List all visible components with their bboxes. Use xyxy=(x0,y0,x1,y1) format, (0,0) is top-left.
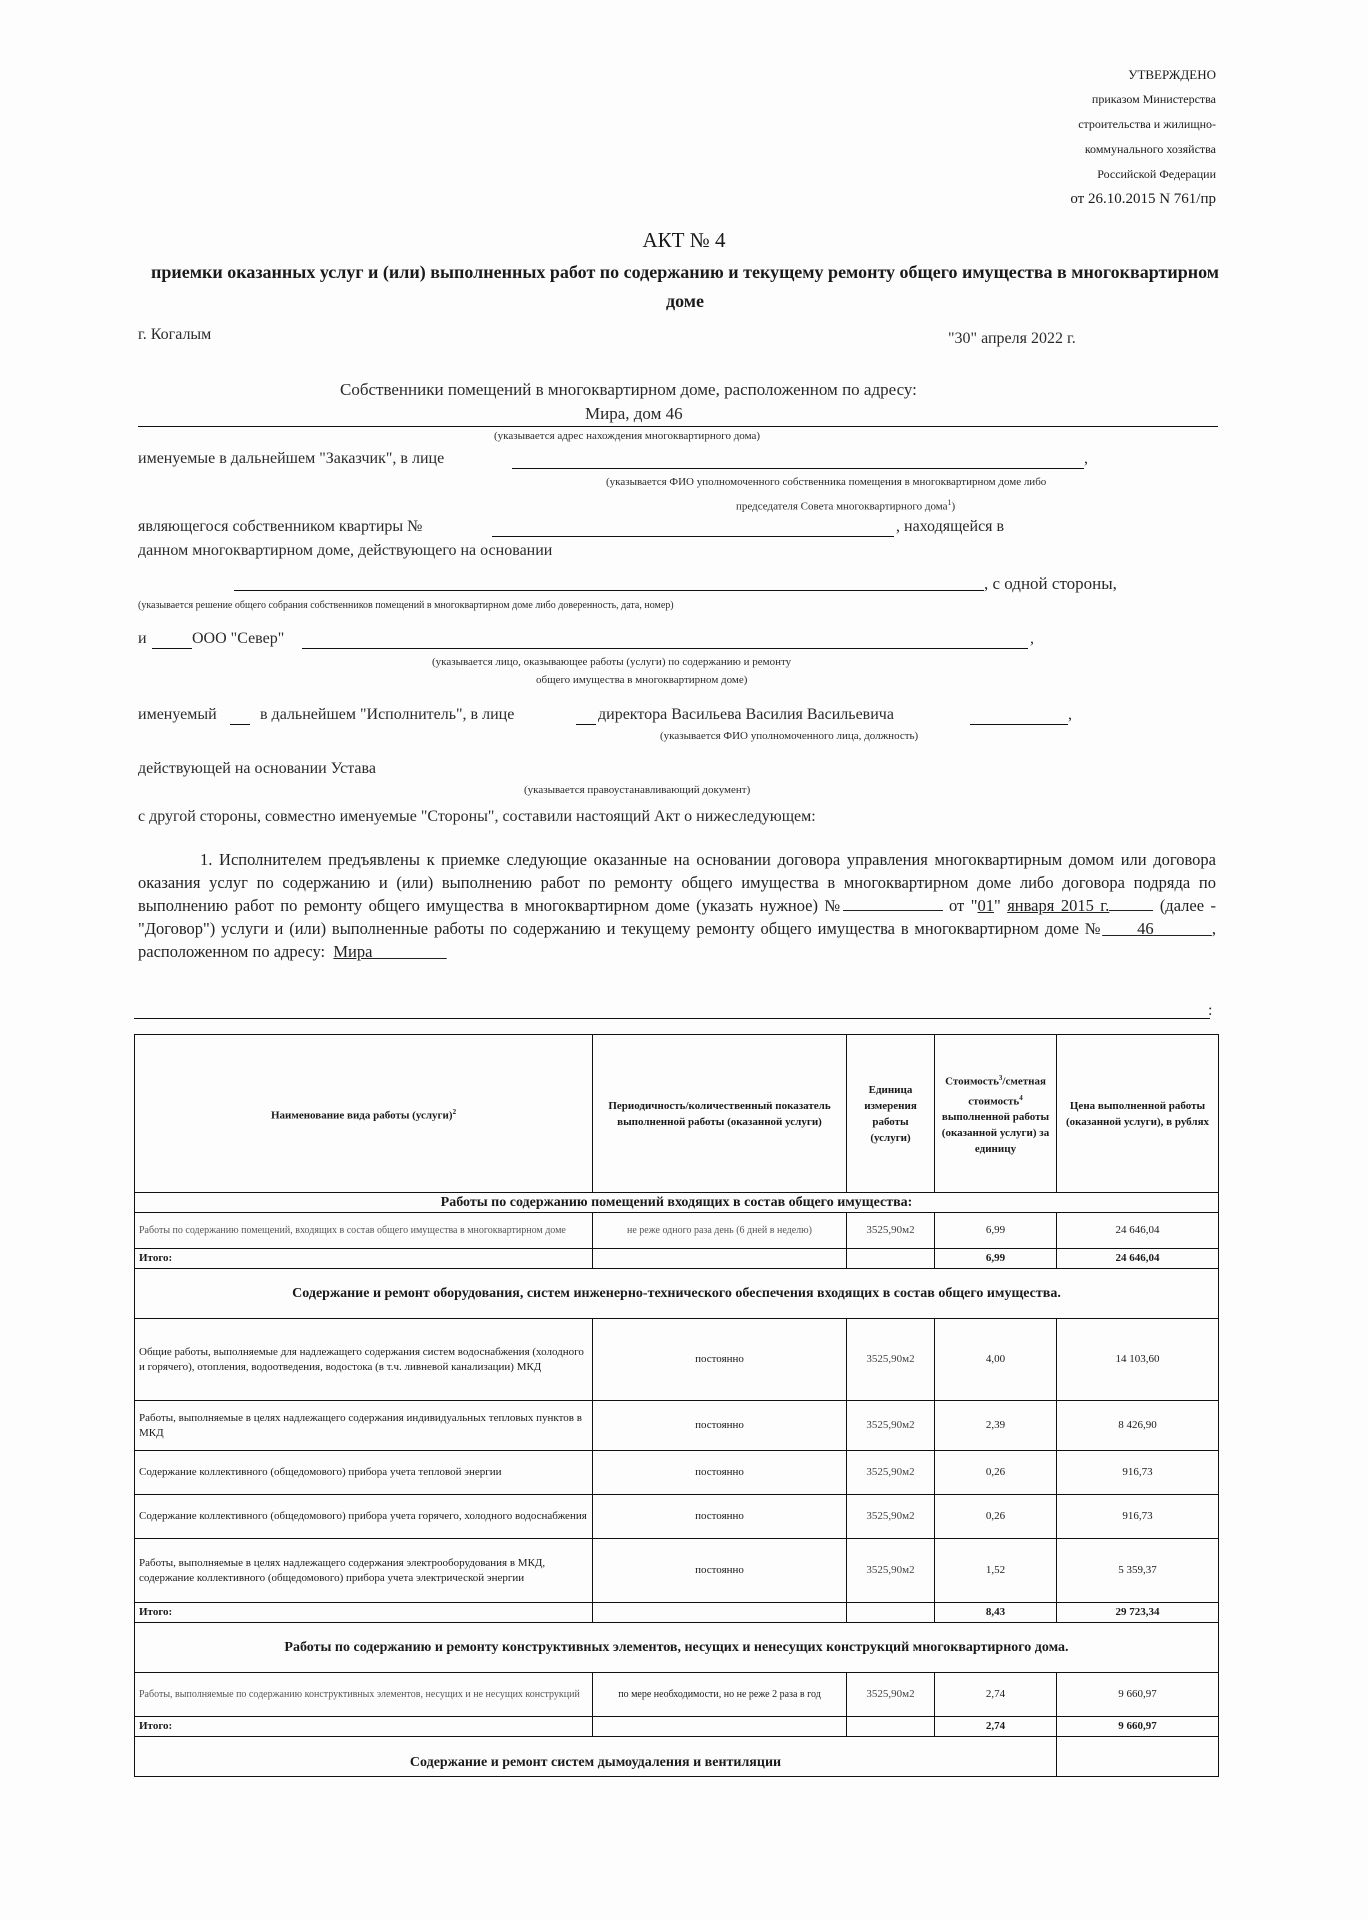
row-unit: 3525,90м2 xyxy=(847,1673,935,1717)
address-continuation-line xyxy=(134,1018,1210,1019)
row-cost: 2,74 xyxy=(935,1673,1057,1717)
row-price: 9 660,97 xyxy=(1057,1673,1219,1717)
row-cost: 0,26 xyxy=(935,1495,1057,1539)
total-label: Итого: xyxy=(135,1717,593,1737)
customer-caption-2-end: ) xyxy=(951,500,956,513)
total-row xyxy=(135,1717,1219,1737)
row-price: 24 646,04 xyxy=(1057,1213,1219,1249)
approved-line: приказом Министерства xyxy=(1091,92,1216,106)
row-name: Работы, выполняемые по содержанию конструктивных элементов, несущих и не несущих конструкций xyxy=(135,1673,593,1717)
contract-month: января 2015 г. xyxy=(1007,896,1110,915)
contractor-caption-1: (указывается лицо, оказывающее работы (услуги) по содержанию и ремонту xyxy=(432,656,792,668)
section-row xyxy=(135,1623,1219,1673)
row-unit: 3525,90м2 xyxy=(847,1213,935,1249)
approved-order: от 26.10.2015 N 761/пр xyxy=(1070,191,1216,207)
act-date: "30" апреля 2022 г. xyxy=(948,330,1076,347)
row-cost: 0,26 xyxy=(935,1451,1057,1495)
contractor-pre-underline xyxy=(152,648,192,649)
contract-number-blank xyxy=(843,894,943,911)
row-period: постоянно xyxy=(593,1451,847,1495)
and-text: и xyxy=(138,630,147,647)
address-caption: (указывается адрес нахождения многоквартирного дома) xyxy=(494,430,761,442)
row-price: 14 103,60 xyxy=(1057,1319,1219,1401)
clause-1-rest: (далее - "Договор") услуги и (или) выполненные работы по содержанию и текущему ремонту общего имущества в многоквартирном доме № xyxy=(138,896,1217,938)
one-side-text: , с одной стороны, xyxy=(984,574,1117,593)
comma: , xyxy=(1068,706,1072,723)
row-period: постоянно xyxy=(593,1495,847,1539)
total-cost: 6,99 xyxy=(935,1249,1057,1269)
customer-caption: (указывается ФИО уполномоченного собственника помещения в многоквартирном доме либо xyxy=(606,476,1047,488)
row-cost: 6,99 xyxy=(935,1213,1057,1249)
executor-pre-underline xyxy=(576,724,596,725)
footnote-sup: 4 xyxy=(1019,1093,1023,1102)
executor-blank xyxy=(230,724,250,725)
header-period: Периодичность/количественный показатель выполненной работы (оказанной услуги) xyxy=(593,1035,847,1193)
street-value xyxy=(333,942,446,961)
comma: , xyxy=(1084,450,1088,467)
row-period: не реже одного раза день (6 дней в неделю) xyxy=(593,1213,847,1249)
customer-caption-2 xyxy=(736,498,955,513)
header-cost-a: Стоимость xyxy=(945,1075,999,1088)
customer-text: именуемые в дальнейшем "Заказчик", в лице xyxy=(138,450,445,467)
empty-cell xyxy=(1057,1737,1219,1777)
total-cost: 2,74 xyxy=(935,1717,1057,1737)
total-label: Итого: xyxy=(135,1603,593,1623)
row-name: Содержание коллективного (общедомового) прибора учета тепловой энергии xyxy=(135,1451,593,1495)
row-unit: 3525,90м2 xyxy=(847,1319,935,1401)
executor-text: именуемый xyxy=(138,706,217,723)
owners-text: Собственники помещений в многоквартирном доме, расположенном по адресу: xyxy=(340,380,917,399)
footnote-sup: 1 xyxy=(947,498,952,507)
customer-caption-2-text: председателя Совета многоквартирного дома xyxy=(736,500,948,513)
section-title: Содержание и ремонт систем дымоудаления и вентиляции xyxy=(135,1737,1057,1777)
header-cost-c: выполненной работы (оказанной услуги) за единицу xyxy=(941,1111,1050,1156)
clause-1-lead: 1. Исполнителем предъявлены к приемке следующие оказанные на основании договора управления многоквартирным домом или договора оказания услуг по содержанию и (или) выполнению работ по ремонту общего имущества в многоквартирном доме либо договора подряда по выполнению работ по ремонту общего имущества в многоквартирном доме (указать нужное) № xyxy=(138,850,1216,915)
empty-cell xyxy=(593,1717,847,1737)
footnote-sup: 2 xyxy=(452,1107,457,1116)
street-value-text: Мира xyxy=(333,942,373,961)
act-subtitle: приемки оказанных услуг и (или) выполненных работ по содержанию и текущему ремонту общего имущества в многоквартирном доме xyxy=(150,262,1220,311)
row-name: Работы, выполняемые в целях надлежащего содержания электрооборудования в МКД, содержание коллективного (общедомового) прибора учета электрической энергии xyxy=(135,1539,593,1603)
total-price: 24 646,04 xyxy=(1057,1249,1219,1269)
address-underline xyxy=(138,426,1218,427)
section-row xyxy=(135,1269,1219,1319)
header-unit: Единица измерения работы (услуги) xyxy=(847,1035,935,1193)
house-number xyxy=(1102,919,1212,938)
empty-cell xyxy=(593,1603,847,1623)
works-table xyxy=(134,1034,1219,1777)
clause-1-addr-label: расположенном по адресу: xyxy=(138,942,326,961)
executor-person: директора Васильева Василия Васильевича xyxy=(598,706,894,723)
total-label: Итого: xyxy=(135,1249,593,1269)
flat-number-underline xyxy=(492,536,894,537)
place: г. Когалым xyxy=(138,326,212,343)
row-price: 916,73 xyxy=(1057,1451,1219,1495)
executor-caption: (указывается ФИО уполномоченного лица, должность) xyxy=(660,730,919,742)
section-title: Содержание и ремонт оборудования, систем инженерно-технического обеспечения входящих в состав общего имущества. xyxy=(135,1269,1219,1319)
empty-cell xyxy=(593,1249,847,1269)
empty-cell xyxy=(847,1717,935,1737)
row-cost: 4,00 xyxy=(935,1319,1057,1401)
contractor-underline xyxy=(302,648,1028,649)
table-row xyxy=(135,1401,1219,1451)
section-title: Работы по содержанию помещений входящих в состав общего имущества: xyxy=(135,1193,1219,1213)
table-row xyxy=(135,1495,1219,1539)
header-name-text: Наименование вида работы (услуги) xyxy=(270,1109,453,1122)
acting-text: действующей на основании Устава xyxy=(138,760,376,777)
section-row xyxy=(135,1737,1219,1777)
row-price: 8 426,90 xyxy=(1057,1401,1219,1451)
contractor-caption-2: общего имущества в многоквартирном доме) xyxy=(536,674,748,686)
row-unit: 3525,90м2 xyxy=(847,1495,935,1539)
row-name: Общие работы, выполняемые для надлежащего содержания систем водоснабжения (холодного и горячего), отопления, водоотведения, водостока (в т.ч. ливневой канализации) МКД xyxy=(135,1319,593,1401)
house-number-value: 46 xyxy=(1137,919,1154,938)
basis-underline xyxy=(234,590,984,591)
basis-text: данном многоквартирном доме, действующего на основании xyxy=(138,542,553,559)
row-cost: 1,52 xyxy=(935,1539,1057,1603)
section-row xyxy=(135,1193,1219,1213)
contractor-name: ООО "Север" xyxy=(192,630,285,647)
approved-line: коммунального хозяйства xyxy=(1084,142,1216,156)
row-name: Работы, выполняемые в целях надлежащего содержания индивидуальных тепловых пунктов в МКД xyxy=(135,1401,593,1451)
table-row xyxy=(135,1673,1219,1717)
table-row xyxy=(135,1319,1219,1401)
total-cost: 8,43 xyxy=(935,1603,1057,1623)
contract-day: 01 xyxy=(977,896,994,915)
total-price: 29 723,34 xyxy=(1057,1603,1219,1623)
empty-cell xyxy=(847,1249,935,1269)
executor-underline xyxy=(970,724,1068,725)
comma: , xyxy=(1030,630,1034,647)
row-price: 916,73 xyxy=(1057,1495,1219,1539)
header-cost-b: /сметная стоимость xyxy=(968,1075,1046,1108)
act-number: АКТ № 4 xyxy=(642,228,726,252)
row-period: постоянно xyxy=(593,1319,847,1401)
row-unit: 3525,90м2 xyxy=(847,1401,935,1451)
clause-1: 1. Исполнителем предъявлены к приемке следующие оказанные на основании договора управления многоквартирным домом или договора оказания услуг по содержанию и (или) выполнению работ по ремонту общего имущества в многоквартирном доме либо договора подряда по выполнению работ по ремонту общего имущества в многоквартирном доме (указать нужное) № от "01" января 2015 г. (далее - "Договор") услуги и (или) выполненные работы по содержанию и текущему ремонту общего имущества в многоквартирном доме № 46 , расположенном по адресу: Мира xyxy=(138,850,1217,961)
address-value: Мира, дом 46 xyxy=(585,404,683,423)
table-row xyxy=(135,1539,1219,1603)
clause-1-from: от " xyxy=(949,896,978,915)
header-name xyxy=(135,1035,593,1193)
row-period: постоянно xyxy=(593,1539,847,1603)
row-unit: 3525,90м2 xyxy=(847,1539,935,1603)
owner-flat-text: являющегося собственником квартиры № xyxy=(138,518,423,535)
empty-cell xyxy=(847,1603,935,1623)
parties-text: с другой стороны, совместно именуемые "Стороны", составили настоящий Акт о нижеследующем: xyxy=(138,808,816,825)
row-cost: 2,39 xyxy=(935,1401,1057,1451)
footnote-sup: 3 xyxy=(998,1073,1003,1082)
row-unit: 3525,90м2 xyxy=(847,1451,935,1495)
basis-caption: (указывается решение общего собрания собственников помещений в многоквартирном доме либо доверенность, дата, номер) xyxy=(138,600,674,611)
table-header-row xyxy=(135,1035,1219,1193)
owner-flat-end: , находящейся в xyxy=(896,518,1005,535)
row-name: Работы по содержанию помещений, входящих в состав общего имущества в многоквартирном доме xyxy=(135,1213,593,1249)
row-period: по мере необходимости, но не реже 2 раза в год xyxy=(593,1673,847,1717)
clause-1-colon: : xyxy=(1208,1002,1213,1019)
customer-underline xyxy=(512,468,1084,469)
total-price: 9 660,97 xyxy=(1057,1717,1219,1737)
approval-block xyxy=(1070,62,1216,212)
section-title: Работы по содержанию и ремонту конструктивных элементов, несущих и ненесущих конструкций многоквартирного дома. xyxy=(135,1623,1219,1673)
row-period: постоянно xyxy=(593,1401,847,1451)
header-cost xyxy=(935,1035,1057,1193)
header-price: Цена выполненной работы (оказанной услуги), в рублях xyxy=(1057,1035,1219,1193)
approved-label: УТВЕРЖДЕНО xyxy=(1128,67,1216,82)
approved-line: строительства и жилищно- xyxy=(1078,117,1216,131)
acting-caption: (указывается правоустанавливающий документ) xyxy=(524,784,751,796)
row-name: Содержание коллективного (общедомового) прибора учета горячего, холодного водоснабжения xyxy=(135,1495,593,1539)
total-row xyxy=(135,1603,1219,1623)
approved-line: Российской Федерации xyxy=(1097,167,1216,181)
total-row xyxy=(135,1249,1219,1269)
row-price: 5 359,37 xyxy=(1057,1539,1219,1603)
table-row xyxy=(135,1451,1219,1495)
year-blank xyxy=(1109,894,1153,911)
table-row xyxy=(135,1213,1219,1249)
executor-text-2: в дальнейшем "Исполнитель", в лице xyxy=(260,706,515,723)
